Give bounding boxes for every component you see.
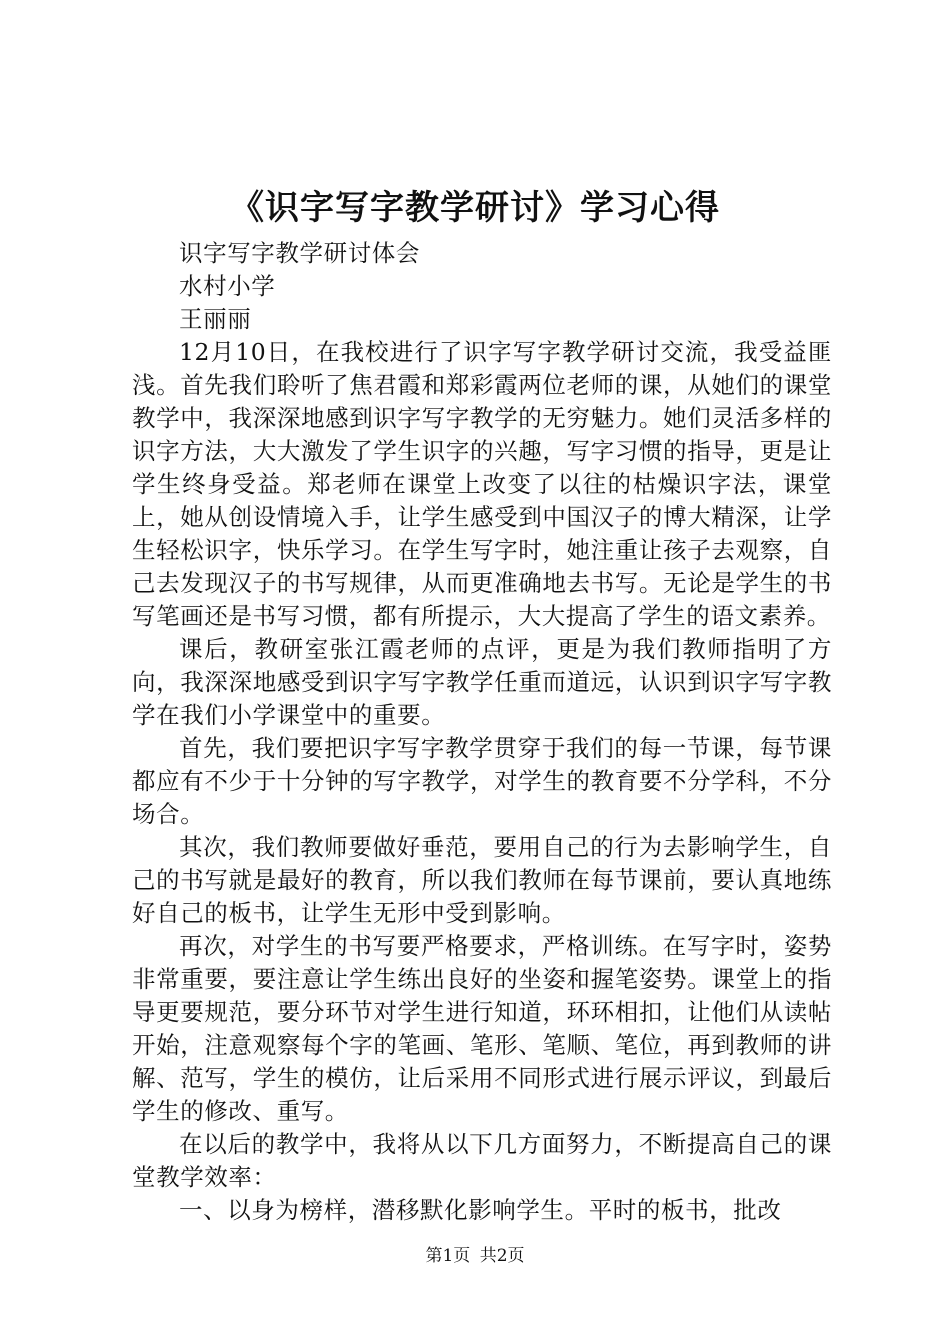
document-subtitle: 识字写字教学研讨体会 xyxy=(179,239,420,267)
paragraph: 一、以身为榜样，潜移默化影响学生。平时的板书，批改 xyxy=(179,1196,782,1224)
paragraph: 12月10日，在我校进行了识字写字教学研讨交流，我受益匪浅。首先我们聆听了焦君霞和郑彩霞两位老师的课，从她们的课堂教学中，我深深地感到识字写字教学的无穷魅力。她们灵活多样的识字方法，大大激发了学生识字的兴趣，写字习惯的指导，更是让学生终身受益。郑老师在课堂上改变了以往的枯燥识字法，课堂上，她从创设情境入手，让学生感受到中国汉子的博大精深，让学生轻松识字，快乐学习。在学生写字时，她注重让孩子去观察，自己去发现汉子的书写规律，从而更准确地去书写。无论是学生的书写笔画还是书写习惯，都有所提示，大大提高了学生的语文素养。 xyxy=(132,338,832,630)
paragraph: 再次，对学生的书写要严格要求，严格训练。在写字时，姿势非常重要，要注意让学生练出良好的坐姿和握笔姿势。课堂上的指导更要规范，要分环节对学生进行知道，环环相扣，让他们从读帖开始，注意观察每个字的笔画、笔形、笔顺、笔位，再到教师的讲解、范写，学生的模仿，让后采用不同形式进行展示评议，到最后学生的修改、重写。 xyxy=(132,932,832,1125)
school-name: 水村小学 xyxy=(179,272,276,300)
paragraph: 首先，我们要把识字写字教学贯穿于我们的每一节课，每节课都应有不少于十分钟的写字教学，对学生的教育要不分学科，不分场合。 xyxy=(132,734,832,828)
page-number: 第1页 xyxy=(425,1246,471,1266)
document-body xyxy=(132,237,832,1227)
page-footer xyxy=(0,1244,950,1268)
paragraph: 其次，我们教师要做好垂范，要用自己的行为去影响学生，自己的书写就是最好的教育，所以我们教师在每节课前，要认真地练好自己的板书，让学生无形中受到影响。 xyxy=(132,833,832,927)
page-total: 共2页 xyxy=(479,1246,525,1266)
paragraph: 在以后的教学中，我将从以下几方面努力，不断提高自己的课堂教学效率： xyxy=(132,1130,832,1191)
page-title: 《识字写字教学研讨》学习心得 xyxy=(230,188,720,228)
author-name: 王丽丽 xyxy=(179,305,252,333)
paragraph: 课后，教研室张江霞老师的点评，更是为我们教师指明了方向，我深深地感受到识字写字教学任重而道远，认识到识字写字教学在我们小学课堂中的重要。 xyxy=(132,635,832,729)
